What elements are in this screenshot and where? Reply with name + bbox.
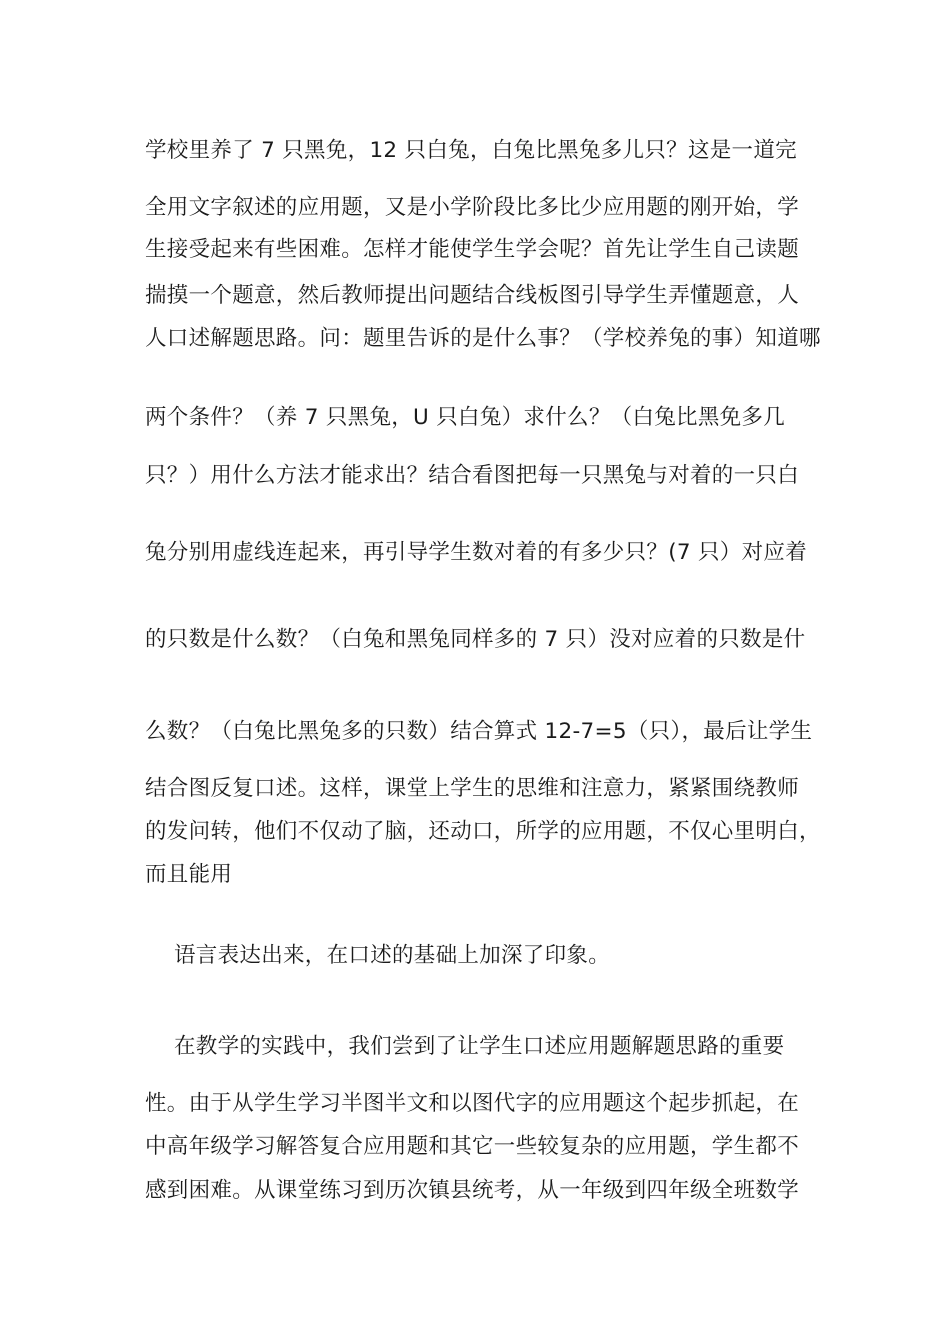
text-line: 只？）用什么方法才能求出？结合看图把每一只黑兔与对着的一只白 <box>145 463 800 488</box>
text-line: 的只数是什么数？（白兔和黑兔同样多的 7 只）没对应着的只数是什 <box>145 627 806 652</box>
text-line: 学校里养了 7 只黑免，12 只白兔，白兔比黑兔多儿只？这是一道完 <box>145 138 797 163</box>
text-line: 人口述解题思路。问：题里告诉的是什么事？（学校养兔的事）知道哪 <box>145 326 821 351</box>
text-line: 两个条件？（养 7 只黑兔，U 只白兔）求什么？（白兔比黑免多几 <box>145 405 786 430</box>
text-line: 语言表达出来，在口述的基础上加深了印象。 <box>174 943 611 968</box>
text-line: 而且能用 <box>145 862 233 887</box>
text-line: 生接受起来有些困难。怎样才能使学生学会呢？首先让学生自己读题 <box>145 237 800 262</box>
text-line: 么数？（白兔比黑兔多的只数）结合算式 12-7=5（只），最后让学生 <box>145 719 813 744</box>
text-line: 兔分别用虚线连起来，再引导学生数对着的有多少只？(7 只）对应着 <box>145 540 808 565</box>
text-line: 全用文字叙述的应用题，又是小学阶段比多比少应用题的刚开始，学 <box>145 195 800 220</box>
text-line: 的发问转，他们不仅动了脑，还动口，所学的应用题，不仅心里明白， <box>145 819 821 844</box>
text-line: 感到困难。从课堂练习到历次镇县统考，从一年级到四年级全班数学 <box>145 1178 800 1203</box>
text-line: 中高年级学习解答复合应用题和其它一些较复杂的应用题，学生都不 <box>145 1134 800 1159</box>
text-line: 揣摸一个题意，然后教师提出问题结合线板图引导学生弄懂题意，人 <box>145 283 800 308</box>
text-line: 在教学的实践中，我们尝到了让学生口述应用题解题思路的重要 <box>174 1034 785 1059</box>
text-line: 性。由于从学生学习半图半文和以图代字的应用题这个起步抓起，在 <box>145 1091 800 1116</box>
text-line: 结合图反复口述。这样，课堂上学生的思维和注意力，紧紧围绕教师 <box>145 776 800 801</box>
